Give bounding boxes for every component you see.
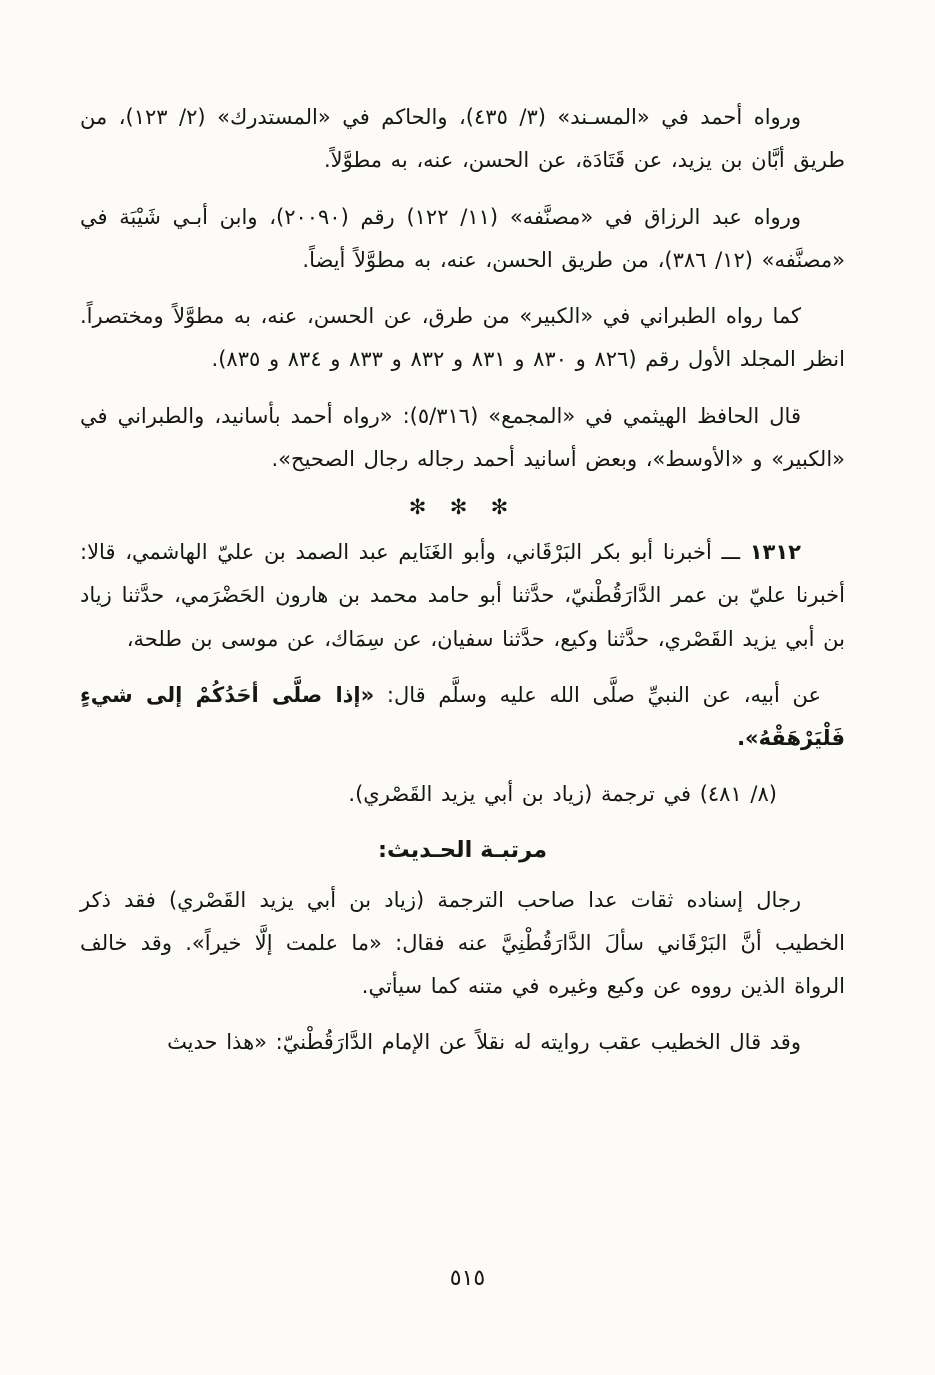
paragraph-hadith-matn [80, 674, 845, 761]
paragraph-haythami-quote: قال الحافظ الهيثمي في «المجمع» (٥/٣١٦): «رواه أحمد بأسانيد، والطبراني في «الكبير» و «الأوسط»، وبعض أسانيد أحمد رجاله رجال الصحيح». [80, 403, 845, 471]
matn-intro-text: عن أبيه، عن النبيِّ صلَّى الله عليه وسلَّم قال: [374, 682, 821, 707]
page-text-block [80, 96, 845, 1065]
section-heading-hadith-grade: مرتبـة الحـديث: [377, 836, 548, 863]
hadith-number: ١٣١٢ [749, 540, 801, 564]
hadith-isnad-text: أخبرنا أبو بكر البَرْقَاني، وأبو الغَنَايم عبد الصمد بن عليّ الهاشمي، قالا: أخبرنا عليّ بن عمر الدَّارَقُطْنيّ، حدَّثنا أبو حامد محمد بن هارون الحَضْرَمي، حدَّثنا زياد بن أبي يزيد القَصْري، حدَّثنا وكيع، حدَّثنا سفيان، عن سِمَاك، عن موسى بن طلحة، [80, 540, 845, 651]
hadith-number-dash: ـــ [711, 540, 750, 564]
page-number: ٥١٥ [449, 1266, 486, 1291]
paragraph-takhrij-abdurrazzaq-ibnabishayba: ورواه عبد الرزاق في «مصنَّفه» (١١/ ١٢٢) رقم (٢٠٠٩٠)، وابن أبـي شَيْبَة في «مصنَّفه» (١٢/ ٣٨٦)، من طريق الحسن، عنه، به مطوَّلاً أيضاً. [80, 204, 845, 272]
paragraph-hadith-isnad [80, 531, 845, 661]
paragraph-source-reference: (٨/ ٤٨١) في ترجمة (زياد بن أبي يزيد القَصْري). [348, 782, 777, 807]
paragraph-grade-analysis: رجال إسناده ثقات عدا صاحب الترجمة (زياد بن أبي يزيد القَصْري) فقد ذكر الخطيب أنَّ البَرْقَاني سألَ الدَّارَقُطْنِيَّ عنه فقال: «ما علمت إلَّا خيراً». وقد خالف الرواة الذين رووه عن وكيع وغيره في متنه كما سيأتي. [80, 887, 845, 998]
paragraph-takhrij-ahmad-hakim: ورواه أحمد في «المسـند» (٣/ ٤٣٥)، والحاكم في «المستدرك» (٢/ ١٢٣)، من طريق أبَّان بن يزيد، عن قَتَادَة، عن الحسن، عنه، به مطوَّلاً. [80, 105, 845, 173]
paragraph-khatib-daraqutni-quote: وقد قال الخطيب عقب روايته له نقلاً عن الإمام الدَّارَقُطْنيّ: «هذا حديث [167, 1030, 801, 1055]
matn-quoted-text: «إذا صلَّى أحَدُكُمْ إلى شيءٍ فَلْيَرْهَقْهُ». [80, 682, 845, 750]
paragraph-takhrij-tabarani: كما رواه الطبراني في «الكبير» من طرق، عن الحسن، عنه، به مطوَّلاً ومختصراً. انظر المجلد الأول رقم (٨٢٦ و ٨٣٠ و ٨٣١ و ٨٣٢ و ٨٣٣ و ٨٣٤ و ٨٣٥). [80, 304, 845, 372]
section-separator-stars: ✻ ✻ ✻ [408, 495, 517, 519]
